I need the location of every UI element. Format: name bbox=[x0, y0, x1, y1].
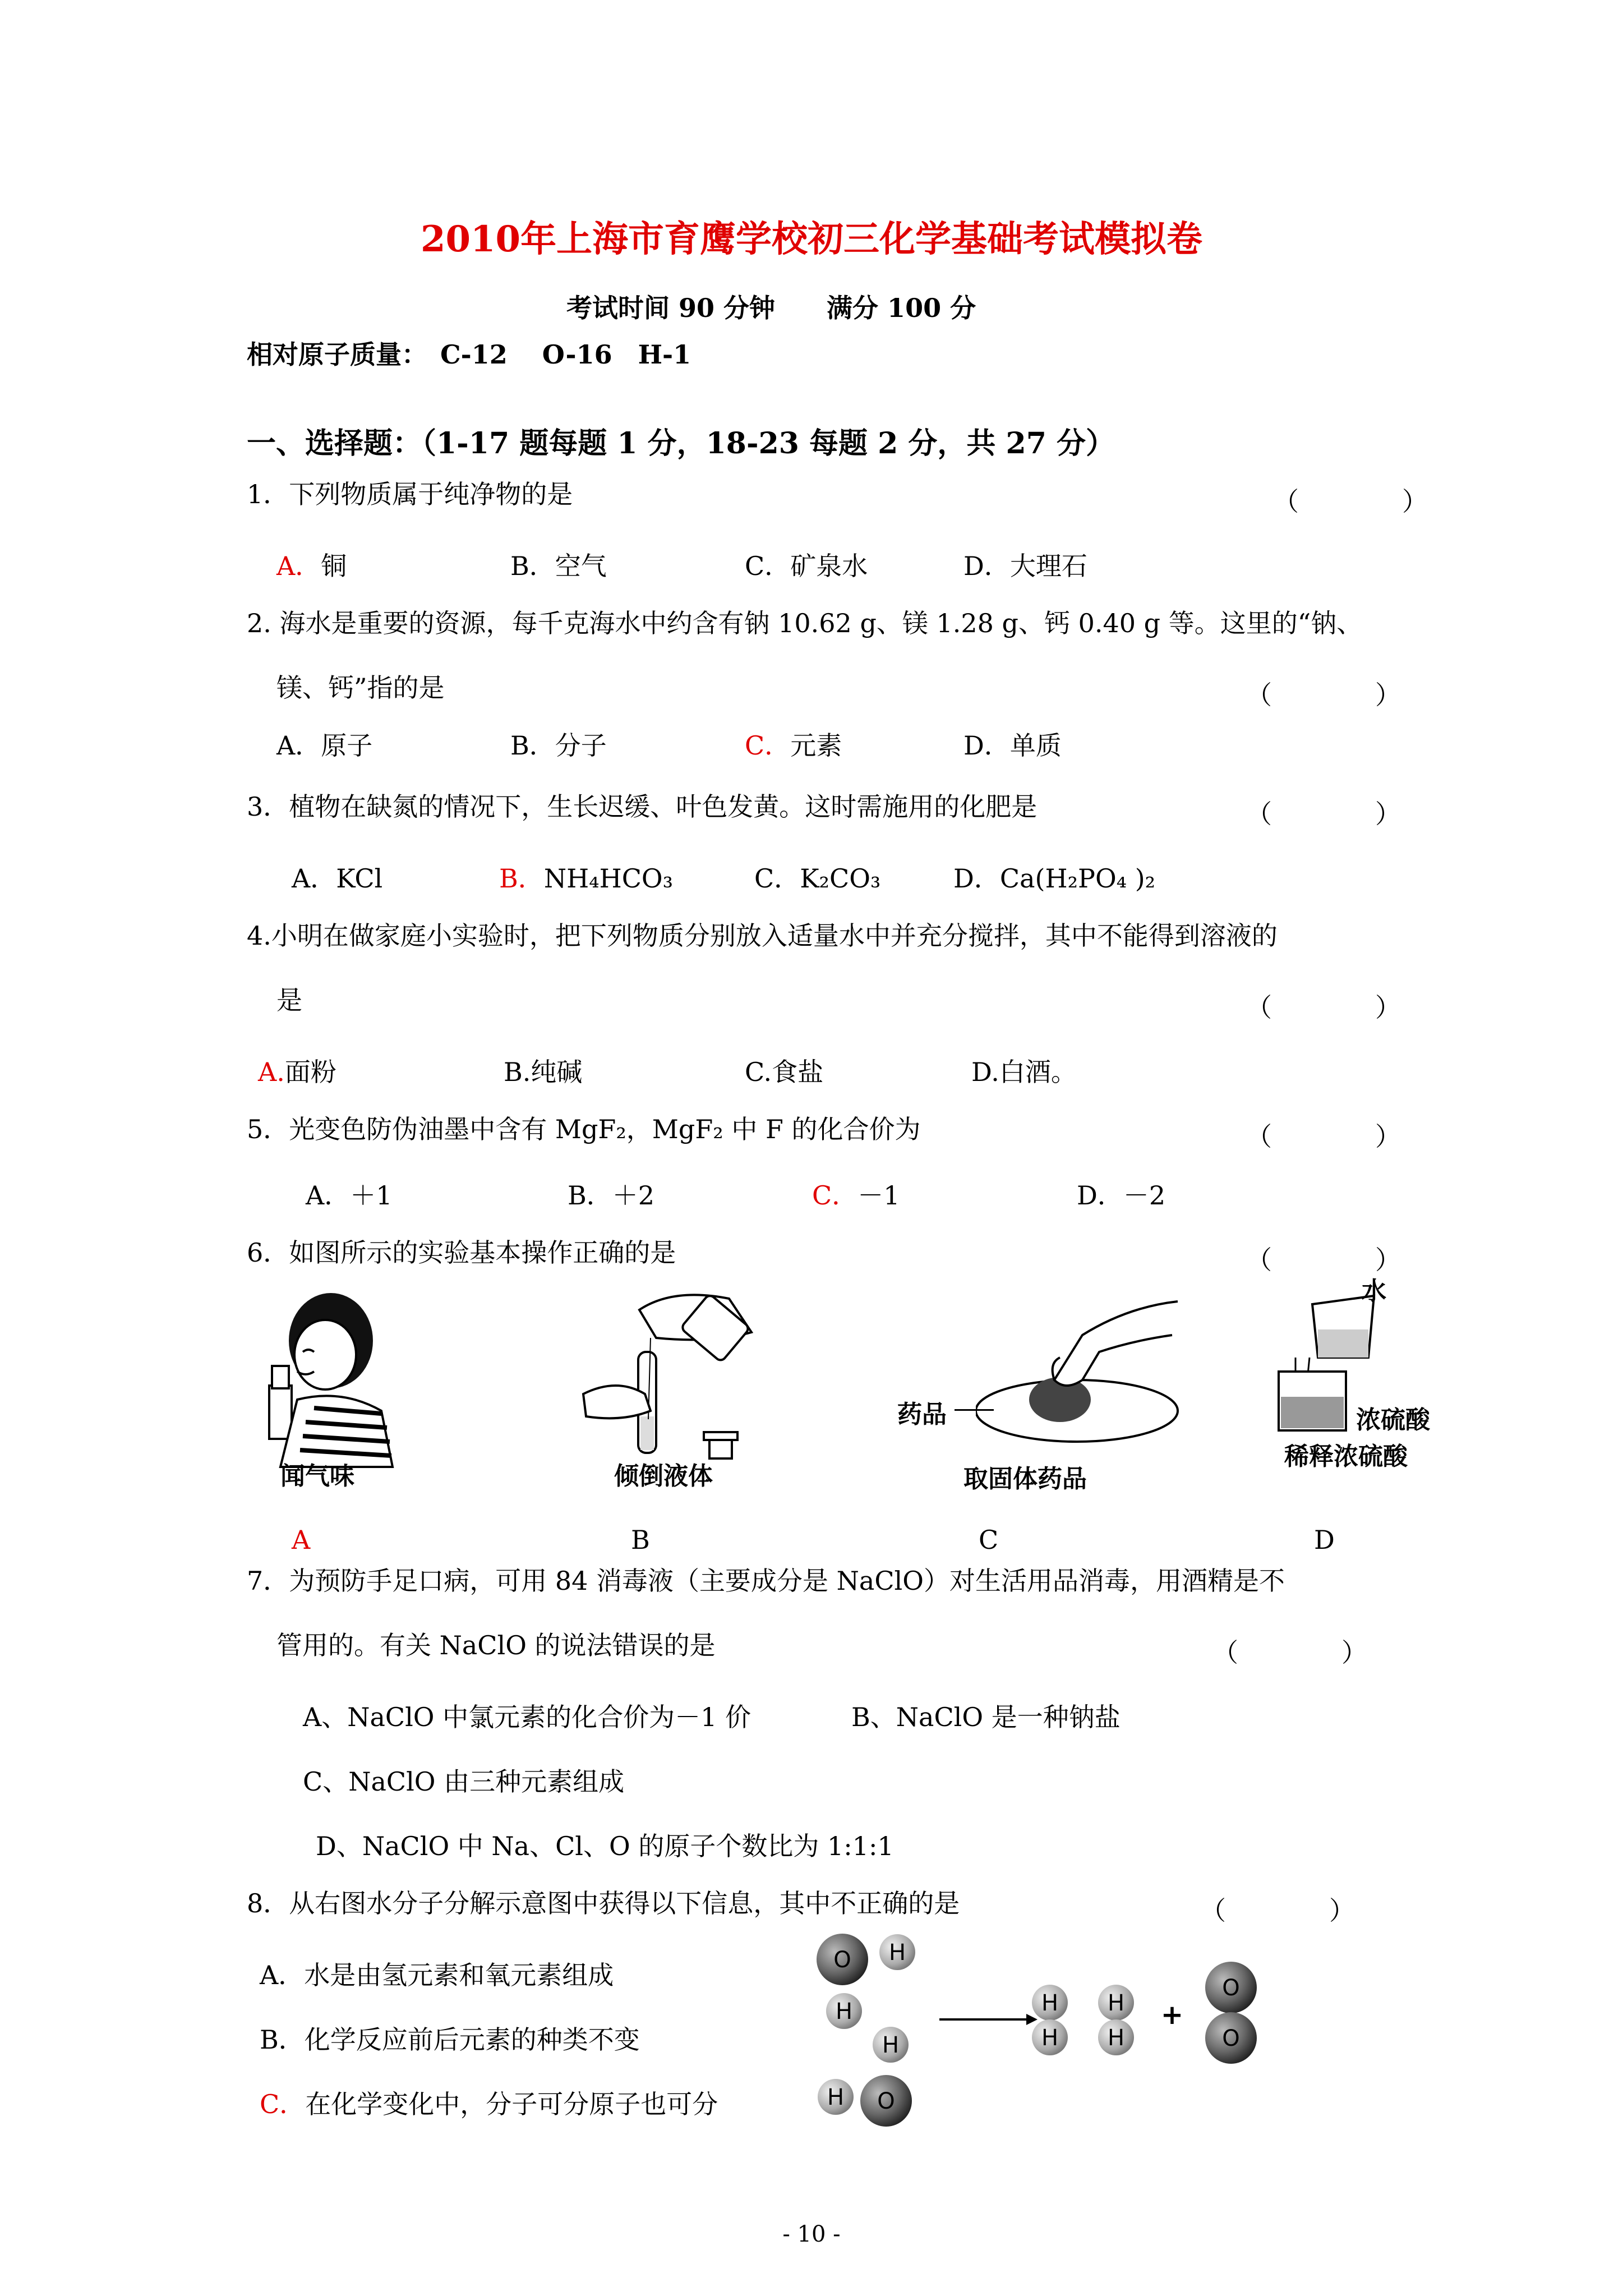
q3-answer-blank: （ ） bbox=[1246, 799, 1401, 829]
q2-option-c-key: C． bbox=[745, 730, 791, 761]
q1-option-a-key: A． bbox=[276, 551, 321, 581]
q8-stem: 8．从右图水分子分解示意图中获得以下信息，其中不正确的是 bbox=[247, 1888, 960, 1918]
fig-c-drug-label: 药品 bbox=[897, 1400, 947, 1429]
section-heading: 一、选择题：（1-17 题每题 1 分，18-23 每题 2 分，共 27 分） bbox=[247, 426, 1115, 461]
q3-option-d: D．Ca(H₂PO₄ )₂ bbox=[953, 863, 1156, 894]
atomic-mass: 相对原子质量： C-12 O-16 H-1 bbox=[247, 339, 691, 370]
q8-option-b: B．化学反应前后元素的种类不变 bbox=[260, 2024, 640, 2055]
q4-option-a-text: 面粉 bbox=[284, 1057, 336, 1087]
q5-option-c bbox=[812, 1175, 900, 1212]
fig-b-label: 倾倒液体 bbox=[614, 1462, 713, 1490]
q5-option-b: B．＋2 bbox=[568, 1180, 655, 1211]
q5-option-c-text: －1 bbox=[857, 1180, 900, 1211]
q6-option-a: A bbox=[292, 1525, 311, 1555]
page-title: 2010年上海市育鹰学校初三化学基础考试模拟卷 bbox=[420, 218, 1203, 260]
q1-option-b: B．空气 bbox=[510, 551, 607, 581]
atom-h-1-label: H bbox=[888, 1940, 906, 1966]
q7-option-d: D、NaClO 中 Na、Cl、O 的原子个数比为 1:1:1 bbox=[316, 1831, 894, 1861]
q1-option-d: D．大理石 bbox=[963, 551, 1087, 581]
q8-option-c-text: 在化学变化中，分子可分原子也可分 bbox=[305, 2089, 718, 2119]
q6-option-b: B bbox=[631, 1525, 650, 1555]
pour-liquid-figure-image bbox=[572, 1287, 774, 1473]
reaction-arrowhead bbox=[1026, 2014, 1038, 2025]
q5-stem: 5．光变色防伪油墨中含有 MgF₂，MgF₂ 中 F 的化合价为 bbox=[247, 1114, 921, 1144]
q5-option-a: A．＋1 bbox=[306, 1180, 393, 1211]
q7-option-c: C、NaClO 由三种元素组成 bbox=[303, 1766, 625, 1797]
q2-option-b: B．分子 bbox=[510, 730, 607, 761]
q5-option-d: D．－2 bbox=[1077, 1180, 1166, 1211]
q7-stem-line1: 7．为预防手足口病，可用 84 消毒液（主要成分是 NaClO）对生活用品消毒，用酒精是不 bbox=[247, 1566, 1285, 1596]
q2-option-c-text: 元素 bbox=[790, 730, 842, 761]
q6-option-c: C bbox=[979, 1525, 999, 1555]
q4-stem-line2: 是 bbox=[276, 985, 302, 1015]
q2-stem-line1: 2. 海水是重要的资源，每千克海水中约含有钠 10.62 g、镁 1.28 g、钙 0.40 g 等。这里的“钠、 bbox=[247, 608, 1363, 638]
fig-d-water-label: 水 bbox=[1362, 1277, 1386, 1305]
exam-info: 考试时间 90 分钟 满分 100 分 bbox=[566, 293, 976, 323]
q1-option-c: C．矿泉水 bbox=[745, 551, 868, 581]
q7-stem-line2: 管用的。有关 NaClO 的说法错误的是 bbox=[276, 1630, 716, 1660]
q7-answer-blank: （ ） bbox=[1212, 1637, 1367, 1668]
q5-answer-blank: （ ） bbox=[1246, 1121, 1401, 1152]
q4-option-b: B.纯碱 bbox=[504, 1057, 583, 1087]
q1-stem: 1．下列物质属于纯净物的是 bbox=[247, 479, 573, 509]
q1-option-a-text: 铜 bbox=[321, 551, 347, 581]
q5-option-c-key: C． bbox=[812, 1180, 858, 1211]
atom-o-2-label: O bbox=[877, 2088, 895, 2114]
atom-o-4-label: O bbox=[1222, 2026, 1240, 2051]
q4-option-c: C.食盐 bbox=[745, 1057, 824, 1087]
q3-option-b-key: B． bbox=[499, 863, 544, 894]
q1-option-a bbox=[276, 546, 347, 583]
q7-option-a: A、NaClO 中氯元素的化合价为－1 价 bbox=[303, 1702, 751, 1732]
q3-option-b bbox=[499, 858, 673, 895]
atom-h-3-label: H bbox=[882, 2032, 900, 2058]
plus-sign: + bbox=[1160, 1999, 1184, 2031]
q4-option-a bbox=[258, 1052, 336, 1089]
solid-drug-figure-image bbox=[976, 1285, 1183, 1453]
q8-option-a: A．水是由氢元素和氧元素组成 bbox=[260, 1960, 614, 1990]
fig-d-label: 稀释浓硫酸 bbox=[1284, 1442, 1408, 1471]
q8-option-c bbox=[260, 2084, 718, 2121]
q6-answer-blank: （ ） bbox=[1246, 1245, 1401, 1275]
q3-option-a: A．KCl bbox=[292, 863, 383, 894]
q4-answer-blank: （ ） bbox=[1246, 992, 1401, 1023]
q4-option-a-key: A. bbox=[258, 1057, 285, 1087]
fig-c-label: 取固体药品 bbox=[963, 1465, 1087, 1493]
q4-stem-line1: 4.小明在做家庭小实验时，把下列物质分别放入适量水中并充分搅拌，其中不能得到溶液的 bbox=[247, 921, 1278, 951]
q3-option-c: C．K₂CO₃ bbox=[754, 863, 881, 894]
smell-figure-image bbox=[236, 1287, 404, 1473]
q2-answer-blank: （ ） bbox=[1246, 680, 1401, 710]
atom-h-8-label: H bbox=[1107, 2025, 1125, 2051]
atom-h-4-label: H bbox=[827, 2085, 845, 2110]
q3-option-b-text: NH₄HCO₃ bbox=[543, 863, 674, 894]
q8-answer-blank: （ ） bbox=[1200, 1895, 1355, 1926]
fig-a-label: 闻气味 bbox=[280, 1462, 354, 1490]
q8-option-c-key: C． bbox=[260, 2089, 306, 2119]
atom-h-7-label: H bbox=[1107, 1990, 1125, 2016]
q2-stem-line2: 镁、钙”指的是 bbox=[276, 673, 445, 703]
atom-h-2-label: H bbox=[835, 1999, 853, 2024]
q1-answer-blank: （ ） bbox=[1273, 486, 1428, 517]
water-decomposition-diagram bbox=[802, 1930, 1284, 2154]
atom-h-6-label: H bbox=[1041, 2025, 1059, 2051]
fig-c-pointer bbox=[955, 1409, 994, 1411]
atom-o-1-label: O bbox=[833, 1947, 851, 1973]
q2-option-d: D．单质 bbox=[963, 730, 1062, 761]
atom-h-5-label: H bbox=[1041, 1990, 1059, 2016]
fig-d-acid-label: 浓硫酸 bbox=[1356, 1406, 1430, 1434]
page-number: - 10 - bbox=[782, 2221, 841, 2247]
q3-stem: 3．植物在缺氮的情况下，生长迟缓、叶色发黄。这时需施用的化肥是 bbox=[247, 792, 1038, 822]
q6-stem: 6．如图所示的实验基本操作正确的是 bbox=[247, 1237, 676, 1268]
q2-option-c bbox=[745, 725, 842, 762]
q4-option-d: D.白酒。 bbox=[971, 1057, 1077, 1087]
q2-option-a: A．原子 bbox=[276, 730, 373, 761]
q7-option-b: B、NaClO 是一种钠盐 bbox=[851, 1702, 1121, 1732]
atom-o-3-label: O bbox=[1222, 1975, 1240, 2001]
q6-option-d: D bbox=[1314, 1525, 1335, 1555]
